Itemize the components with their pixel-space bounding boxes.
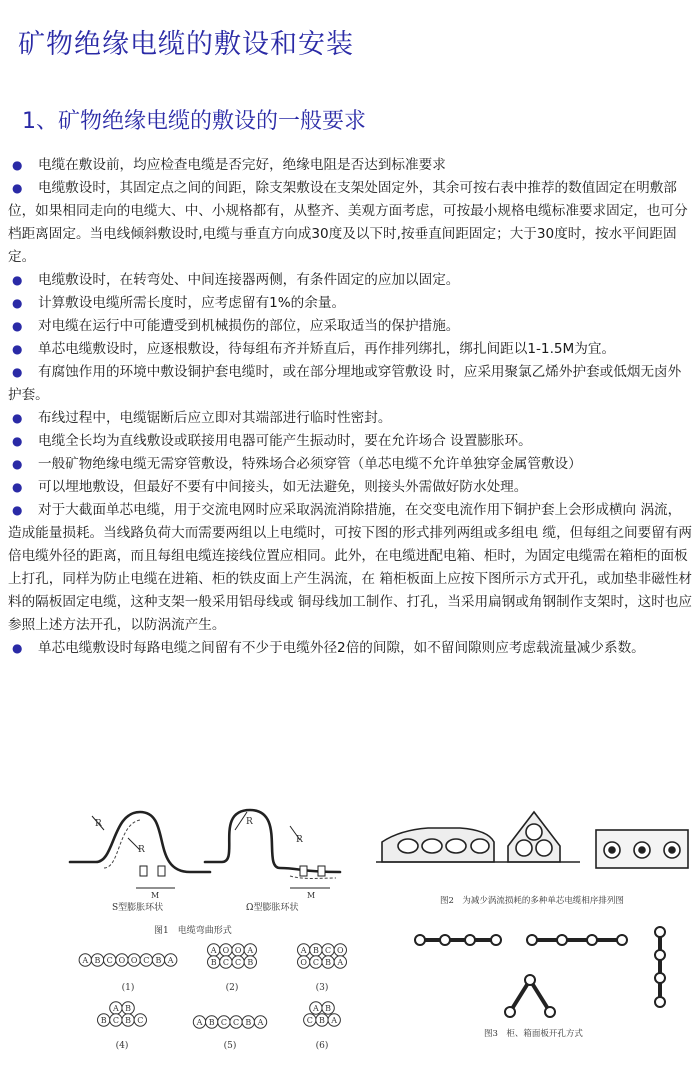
page-title: 矿物绝缘电缆的敷设和安装	[18, 29, 354, 60]
fig2-clamp-flat	[376, 828, 500, 862]
r-label: R	[296, 835, 303, 845]
section-title: 1、矿物绝缘电缆的敷设的一般要求	[22, 109, 366, 134]
r-label: R	[138, 845, 145, 855]
bullet-icon: ●	[12, 411, 23, 425]
phase-letter: C	[143, 956, 150, 965]
arrangement-label: (4)	[115, 1041, 129, 1051]
phase-letter: O	[130, 956, 138, 965]
list-item	[8, 292, 692, 315]
phase-letter: B	[312, 946, 319, 955]
list-item-text: 单芯电缆敷设时，应逐根敷设，待每组布齐并矫直后，再作排列绑扎，绑扎间距以1-1.5M为宜。	[38, 341, 616, 357]
phase-letter: A	[82, 956, 89, 965]
fig2-caption: 图2 为减少涡流损耗的多种单芯电缆相序排列图	[440, 896, 624, 906]
bullet-icon: ●	[12, 480, 23, 494]
fig1-caption: 图1 电缆弯曲形式	[154, 926, 232, 936]
phase-letter: B	[208, 1018, 215, 1027]
list-item-text: 计算敷设电缆所需长度时，应考虑留有1%的余量。	[38, 295, 346, 311]
phase-letter: O	[234, 946, 242, 955]
phase-letter: C	[325, 946, 332, 955]
fig3-caption: 图3 柜、箱面板开孔方式	[484, 1029, 583, 1039]
phase-letter: A	[167, 956, 174, 965]
list-item-text: 单芯电缆敷设时每路电缆之间留有不少于电缆外径2倍的间隙，如不留间隙则应考虑载流量减少系数。	[38, 640, 645, 656]
phase-letter: C	[306, 1016, 313, 1025]
arrangement-label: (3)	[315, 983, 329, 993]
list-item	[8, 499, 692, 637]
m-label: M	[307, 891, 316, 900]
phase-letter: A	[337, 958, 344, 967]
bullet-icon: ●	[12, 319, 23, 333]
phase-letter: A	[196, 1018, 203, 1027]
phase-letter: B	[94, 956, 101, 965]
phase-letter: B	[210, 958, 217, 967]
s-ring-label: S型膨胀环状	[112, 903, 164, 913]
cable-figures	[0, 790, 698, 1089]
phase-letter: C	[235, 958, 242, 967]
list-item	[8, 430, 692, 453]
phase-letter: B	[245, 1018, 252, 1027]
phase-letter: C	[112, 1016, 119, 1025]
phase-letter: C	[137, 1016, 144, 1025]
omega-ring-dashed-guide	[290, 876, 336, 879]
phase-letter: O	[222, 946, 230, 955]
bullet-icon: ●	[12, 434, 23, 448]
list-item	[8, 637, 692, 660]
list-item	[8, 315, 692, 338]
list-item	[8, 269, 692, 292]
clip-icon	[158, 866, 165, 876]
phase-letter: O	[337, 946, 344, 955]
fig2-clamp-separate	[596, 830, 688, 868]
clip-icon	[318, 866, 325, 876]
phase-arrangements	[79, 944, 346, 1051]
phase-letter: O	[300, 958, 307, 967]
phase-letter: C	[106, 956, 113, 965]
omega-ring-cable	[205, 810, 340, 872]
phase-letter: A	[300, 946, 307, 955]
figures-area	[0, 790, 698, 1089]
list-item	[8, 407, 692, 430]
list-item	[8, 338, 692, 361]
omega-ring-label: Ω型膨胀环状	[246, 903, 299, 913]
phase-letter: A	[313, 1004, 319, 1013]
bullet-icon: ●	[12, 641, 23, 655]
phase-letter: C	[233, 1018, 240, 1027]
phase-letter: B	[319, 1016, 325, 1025]
phase-letter: C	[312, 958, 319, 967]
phase-letter: B	[325, 958, 332, 967]
arrangement-label: (5)	[223, 1041, 237, 1051]
phase-letter: A	[113, 1004, 119, 1013]
bullet-icon: ●	[12, 273, 23, 287]
list-item-text: 有腐蚀作用的环境中敷设铜护套电缆时，或在部分埋地或穿管敷设 时，应采用聚氯乙烯外护套或低烟无卤外护套。	[8, 364, 682, 403]
clip-icon	[300, 866, 307, 876]
bullet-icon: ●	[12, 158, 23, 172]
requirements-list	[8, 154, 692, 660]
s-ring-cable	[70, 812, 210, 872]
fig3-hole-chain	[415, 927, 665, 1017]
list-item	[8, 177, 692, 269]
bullet-icon: ●	[12, 181, 23, 195]
m-label: M	[151, 891, 160, 900]
phase-letter: A	[331, 1016, 338, 1025]
list-item-text: 电缆敷设时，其固定点之间的间距，除支架敷设在支架处固定外，其余可按右表中推荐的数值固定在明敷部位，如果相同走向的电缆大、中、小规格都有，从整齐、美观方面考虑，可按最小规格电缆标准要求固定，也可分档距离固定。当电线倾斜敷设时,电缆与垂直方向成30度及以下时,按垂直间距固定；大于30度时，按水平间距固定。	[8, 180, 688, 265]
phase-letter: B	[100, 1016, 107, 1025]
phase-letter: B	[125, 1016, 132, 1025]
list-item	[8, 476, 692, 499]
bullet-icon: ●	[12, 296, 23, 310]
arrangement-label: (1)	[121, 983, 135, 993]
list-item-text: 布线过程中，电缆锯断后应立即对其端部进行临时性密封。	[38, 410, 392, 426]
phase-letter: C	[222, 958, 229, 967]
phase-letter: B	[325, 1004, 332, 1013]
bullet-icon: ●	[12, 503, 23, 517]
arrangement-label: (6)	[315, 1041, 329, 1051]
list-item-text: 电缆全长均为直线敷设或联接用电器可能产生振动时，要在允许场合 设置膨胀环。	[38, 433, 532, 449]
r-label: R	[95, 819, 102, 829]
phase-letter: B	[125, 1004, 132, 1013]
arrangement-label: (2)	[225, 983, 239, 993]
list-item-text: 电缆在敷设前，均应检查电缆是否完好，绝缘电阻是否达到标准要求	[38, 157, 446, 173]
phase-letter: B	[155, 956, 162, 965]
list-item-text: 可以埋地敷设，但最好不要有中间接头，如无法避免，则接头外需做好防水处理。	[38, 479, 528, 495]
bullet-icon: ●	[12, 457, 23, 471]
phase-letter: A	[210, 946, 217, 955]
bullet-icon: ●	[12, 365, 23, 379]
list-item	[8, 453, 692, 476]
r-label: R	[246, 817, 253, 827]
phase-letter: C	[220, 1018, 227, 1027]
phase-letter: O	[118, 956, 126, 965]
bullet-icon: ●	[12, 342, 23, 356]
phase-letter: B	[247, 958, 254, 967]
list-item-text: 对于大截面单芯电缆，用于交流电网时应采取涡流消除措施，在交变电流作用下铜护套上会形成横向 涡流，造成能量损耗。当线路负荷大而需要两组以上电缆时，可按下图的形式排列两组或多组电 缆，但每组之间要留有两倍电缆外径的距离，而且每组电缆连接线位置应相同。此外，在电缆进配电箱、柜时，为固定电缆需在箱柜的面板上打孔，同样为防止电缆在进箱、柜的铁皮面上产生涡流，在 箱柜板面上应按下图所示方式开孔，或加垫非磁性材料的隔板固定电缆，这种支架一般采用铝母线或 铜母线加工制作、打孔，当采用扁钢或角钢制作支架时，这时也应参照上述方法开孔，以防涡流产生。	[8, 502, 693, 633]
list-item	[8, 361, 692, 407]
phase-letter: A	[247, 946, 254, 955]
phase-letter: A	[257, 1018, 264, 1027]
fig2-clamp-trefoil	[500, 812, 580, 862]
clip-icon	[140, 866, 147, 876]
list-item-text: 电缆敷设时，在转弯处、中间连接器两侧，有条件固定的应加以固定。	[38, 272, 460, 288]
list-item-text: 一般矿物绝缘电缆无需穿管敷设，特殊场合必须穿管（单芯电缆不允许单独穿金属管敷设）	[38, 456, 582, 472]
list-item	[8, 154, 692, 177]
list-item-text: 对电缆在运行中可能遭受到机械损伤的部位，应采取适当的保护措施。	[38, 318, 460, 334]
